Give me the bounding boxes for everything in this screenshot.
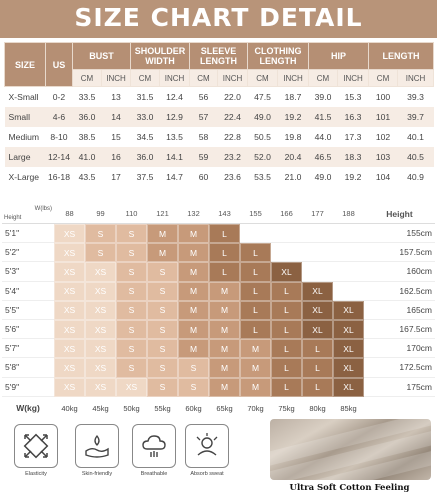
corner-height-label: Height <box>4 215 22 221</box>
measurement-cell: 19.8 <box>284 131 302 142</box>
skin-friendly-icon <box>75 424 119 468</box>
size-recommendation-cell: XS <box>54 320 85 339</box>
measurement-cell: 17.3 <box>344 131 362 142</box>
height-cm-header: Height <box>364 204 435 224</box>
measurement-cell: 37.5 <box>136 172 154 183</box>
size-recommendation-cell: XS <box>54 282 85 301</box>
size-recommendation-cell: XL <box>333 320 364 339</box>
unit-cm-header: CM <box>131 70 160 87</box>
size-recommendation-cell: S <box>116 224 147 243</box>
size-recommendation-cell: XL <box>333 358 364 377</box>
weight-kg-value: 85kg <box>340 403 357 413</box>
unit-inch-header: INCH <box>278 70 309 87</box>
size-recommendation-cell: XS <box>54 301 85 320</box>
measurement-cell: 102 <box>375 131 391 142</box>
weight-kg-value: 45kg <box>92 403 109 413</box>
feature-label: Breathable <box>140 471 168 477</box>
weight-kg-label: W(kg) <box>16 403 40 414</box>
measurement-cell: 36.0 <box>136 152 154 163</box>
size-recommendation-cell: S <box>178 358 209 377</box>
size-recommendation-cell: S <box>147 301 178 320</box>
size-recommendation-cell: M <box>209 320 240 339</box>
height-row <box>2 282 435 301</box>
size-recommendation-cell: XS <box>54 358 85 377</box>
fabric-caption: Ultra Soft Cotton Feeling <box>289 483 410 493</box>
size-recommendation-cell: M <box>240 378 271 397</box>
height-cm-label: 155cm <box>364 224 435 243</box>
measurement-cell: 39.7 <box>407 111 424 122</box>
size-recommendation-cell: L <box>240 301 271 320</box>
measurement-cell: 101 <box>375 111 391 122</box>
unit-inch-header: INCH <box>398 70 434 87</box>
height-ft-label: 5'7" <box>2 339 54 358</box>
size-recommendation-cell: L <box>271 301 302 320</box>
empty-cell <box>364 397 435 420</box>
feature-breathable <box>128 424 180 477</box>
size-recommendation-cell: XS <box>85 262 116 281</box>
size-recommendation-cell <box>302 262 333 281</box>
height-ft-label: 5'9" <box>2 378 54 397</box>
measurement-cell: 31.5 <box>136 91 154 102</box>
measure-group-header: HIP <box>309 43 369 70</box>
measurement-cell: 40.5 <box>407 152 424 163</box>
size-recommendation-cell: XS <box>54 224 85 243</box>
weight-lbs-header: 143 <box>209 204 240 224</box>
height-cm-label: 165cm <box>364 301 435 320</box>
measurement-cell: 52.0 <box>254 152 271 163</box>
size-recommendation-cell: M <box>147 224 178 243</box>
weight-lbs-header: 121 <box>147 204 178 224</box>
weight-kg-row <box>2 397 435 420</box>
measure-group-header: SLEEVE LENGTH <box>190 43 248 70</box>
measurement-cell: 58 <box>198 131 209 142</box>
size-row <box>5 147 434 167</box>
height-cm-label: 172.5cm <box>364 358 435 377</box>
size-recommendation-cell: M <box>178 224 209 243</box>
size-recommendation-cell: L <box>240 282 271 301</box>
size-recommendation-cell: L <box>240 320 271 339</box>
us-size: 8-10 <box>50 131 68 142</box>
unit-cm-header: CM <box>369 70 398 87</box>
us-size: 16-18 <box>48 172 70 183</box>
size-recommendation-cell: XS <box>85 282 116 301</box>
measurement-cell: 22.8 <box>224 131 241 142</box>
unit-inch-header: INCH <box>338 70 369 87</box>
measurement-cell: 39.0 <box>314 91 332 102</box>
size-recommendation-cell: L <box>271 339 302 358</box>
measure-group-header: LENGTH <box>369 43 434 70</box>
feature-label: Elasticity <box>25 471 47 477</box>
height-cm-label: 160cm <box>364 262 435 281</box>
size-recommendation-cell: S <box>116 339 147 358</box>
measurement-cell: 14.7 <box>166 172 183 183</box>
measurement-cell: 23.6 <box>224 172 241 183</box>
size-name: Medium <box>8 131 40 142</box>
unit-cm-header: CM <box>73 70 102 87</box>
weight-kg-value: 75kg <box>278 403 295 413</box>
size-recommendation-cell: L <box>271 378 302 397</box>
measurement-cell: 33.5 <box>78 91 96 102</box>
weight-kg-value: 80kg <box>309 403 326 413</box>
measurement-cell: 21.0 <box>284 172 302 183</box>
measurement-cell: 104 <box>375 172 391 183</box>
measure-group-header: CLOTHING LENGTH <box>248 43 309 70</box>
weight-lbs-header: 132 <box>178 204 209 224</box>
size-column-header: SIZE <box>5 43 46 87</box>
measurement-cell: 19.2 <box>344 172 362 183</box>
size-recommendation-cell: M <box>240 358 271 377</box>
height-ft-label: 5'2" <box>2 243 54 262</box>
weight-lbs-header: 110 <box>116 204 147 224</box>
size-recommendation-cell: XL <box>333 339 364 358</box>
size-recommendation-cell: M <box>178 243 209 262</box>
feature-elasticity <box>10 424 62 477</box>
size-recommendation-cell: M <box>209 301 240 320</box>
size-recommendation-cell: XL <box>271 262 302 281</box>
size-row <box>5 167 434 187</box>
size-recommendation-cell: L <box>240 262 271 281</box>
measurement-cell: 60 <box>198 172 209 183</box>
us-column-header: US <box>46 43 73 87</box>
breathable-icon <box>132 424 176 468</box>
size-recommendation-cell: XS <box>85 320 116 339</box>
size-chart-header-row <box>5 43 434 70</box>
weight-kg-value: 50kg <box>123 403 140 413</box>
height-ft-label: 5'6" <box>2 320 54 339</box>
height-row <box>2 320 435 339</box>
measurement-cell: 19.2 <box>284 111 302 122</box>
corner-weight-label: W(lbs) <box>34 206 52 212</box>
size-recommendation-cell: S <box>147 282 178 301</box>
size-recommendation-cell: M <box>178 282 209 301</box>
size-recommendation-cell: M <box>178 301 209 320</box>
size-recommendation-cell: XL <box>333 301 364 320</box>
size-recommendation-cell: S <box>85 224 116 243</box>
measurement-cell: 103 <box>375 152 391 163</box>
height-row <box>2 358 435 377</box>
size-recommendation-cell: XL <box>302 320 333 339</box>
weight-kg-value: 40kg <box>61 403 78 413</box>
size-recommendation-cell: S <box>147 320 178 339</box>
height-weight-table <box>2 204 435 420</box>
measurement-cell: 14.1 <box>166 152 183 163</box>
size-recommendation-cell: L <box>302 339 333 358</box>
size-recommendation-cell: S <box>85 243 116 262</box>
us-size: 0-2 <box>52 91 66 102</box>
size-recommendation-cell: L <box>209 224 240 243</box>
size-recommendation-cell: S <box>116 262 147 281</box>
size-recommendation-cell: XL <box>333 378 364 397</box>
measurement-cell: 13.5 <box>166 131 183 142</box>
size-recommendation-cell: S <box>147 358 178 377</box>
size-recommendation-cell: XS <box>85 301 116 320</box>
height-row <box>2 301 435 320</box>
size-name: Large <box>8 152 31 163</box>
size-chart-table <box>4 42 434 187</box>
measurement-cell: 44.0 <box>314 131 332 142</box>
measurement-cell: 14 <box>111 111 121 122</box>
measurement-cell: 18.7 <box>284 91 302 102</box>
height-row <box>2 224 435 243</box>
measurement-cell: 13 <box>111 91 121 102</box>
measurement-cell: 49.0 <box>254 111 271 122</box>
weight-lbs-header: 177 <box>302 204 333 224</box>
measurement-cell: 36.0 <box>78 111 96 122</box>
size-recommendation-cell: L <box>271 358 302 377</box>
size-recommendation-cell: M <box>240 339 271 358</box>
size-recommendation-cell: M <box>178 339 209 358</box>
measurement-cell: 20.4 <box>284 152 302 163</box>
measurement-cell: 50.5 <box>254 131 271 142</box>
weight-lbs-header: 88 <box>54 204 85 224</box>
unit-inch-header: INCH <box>218 70 248 87</box>
size-recommendation-cell: L <box>302 378 333 397</box>
height-cm-label: 175cm <box>364 378 435 397</box>
size-recommendation-cell: S <box>116 358 147 377</box>
size-recommendation-cell: M <box>178 262 209 281</box>
size-recommendation-cell: S <box>147 339 178 358</box>
weight-kg-value: 65kg <box>216 403 233 413</box>
feature-absorb-sweat <box>181 424 233 477</box>
size-recommendation-cell: XL <box>302 282 333 301</box>
us-size: 12-14 <box>48 152 70 163</box>
size-name: X-Small <box>8 91 39 102</box>
size-recommendation-cell: L <box>209 243 240 262</box>
size-recommendation-cell <box>333 243 364 262</box>
size-row <box>5 87 434 107</box>
size-recommendation-cell: M <box>209 339 240 358</box>
weight-kg-value: 70kg <box>247 403 264 413</box>
size-recommendation-cell: XS <box>54 339 85 358</box>
weight-lbs-row <box>2 204 435 224</box>
size-recommendation-cell: M <box>209 282 240 301</box>
measurement-cell: 16.3 <box>344 111 362 122</box>
size-recommendation-cell: XS <box>116 378 147 397</box>
height-ft-label: 5'4" <box>2 282 54 301</box>
unit-cm-header: CM <box>190 70 218 87</box>
size-recommendation-cell: S <box>116 243 147 262</box>
size-recommendation-cell: S <box>147 262 178 281</box>
size-recommendation-cell <box>271 224 302 243</box>
height-cm-label: 162.5cm <box>364 282 435 301</box>
size-recommendation-cell: L <box>240 243 271 262</box>
size-recommendation-cell: XS <box>54 262 85 281</box>
height-cm-label: 170cm <box>364 339 435 358</box>
size-recommendation-cell <box>271 243 302 262</box>
weight-kg-value: 60kg <box>185 403 202 413</box>
measurement-cell: 34.5 <box>136 131 154 142</box>
fabric-image <box>270 419 431 480</box>
measurement-cell: 49.0 <box>314 172 332 183</box>
unit-cm-header: CM <box>248 70 278 87</box>
size-recommendation-cell <box>240 224 271 243</box>
size-recommendation-cell: XS <box>85 358 116 377</box>
height-cm-label: 167.5cm <box>364 320 435 339</box>
size-name: Small <box>8 111 30 122</box>
size-recommendation-cell: S <box>116 282 147 301</box>
measurement-cell: 38.5 <box>78 131 96 142</box>
measurement-cell: 12.4 <box>166 91 183 102</box>
size-recommendation-cell: M <box>209 358 240 377</box>
title-banner <box>0 0 437 38</box>
feature-label: Skin-friendly <box>81 471 113 477</box>
size-recommendation-cell <box>333 224 364 243</box>
measurement-cell: 16 <box>111 152 121 163</box>
size-recommendation-cell: XS <box>54 378 85 397</box>
size-recommendation-cell: M <box>209 378 240 397</box>
size-recommendation-cell: XL <box>302 301 333 320</box>
measurement-cell: 41.0 <box>78 152 96 163</box>
size-name: X-Large <box>8 172 40 183</box>
measurement-cell: 40.9 <box>407 172 424 183</box>
measurement-cell: 39.3 <box>407 91 424 102</box>
size-recommendation-cell <box>302 243 333 262</box>
size-recommendation-cell: L <box>271 282 302 301</box>
measurement-cell: 47.5 <box>254 91 271 102</box>
feature-skin-friendly <box>71 424 123 477</box>
elasticity-icon <box>14 424 58 468</box>
page-title: SIZE CHART DETAIL <box>74 3 363 32</box>
size-recommendation-cell: S <box>178 378 209 397</box>
measurement-cell: 100 <box>375 91 391 102</box>
size-recommendation-cell: XS <box>85 378 116 397</box>
measurement-cell: 53.5 <box>254 172 271 183</box>
feature-label: Absorb sweat <box>190 471 224 477</box>
measurement-cell: 22.4 <box>224 111 241 122</box>
measurement-cell: 17 <box>111 172 121 183</box>
height-row <box>2 378 435 397</box>
height-ft-label: 5'1" <box>2 224 54 243</box>
unit-inch-header: INCH <box>102 70 131 87</box>
weight-kg-value: 55kg <box>154 403 171 413</box>
measurement-cell: 22.0 <box>224 91 241 102</box>
measurement-cell: 43.5 <box>78 172 96 183</box>
height-row <box>2 262 435 281</box>
size-recommendation-cell: L <box>271 320 302 339</box>
height-ft-label: 5'3" <box>2 262 54 281</box>
measurement-cell: 23.2 <box>224 152 241 163</box>
weight-lbs-header: 155 <box>240 204 271 224</box>
measurement-cell: 46.5 <box>314 152 332 163</box>
size-recommendation-cell: L <box>302 358 333 377</box>
size-recommendation-cell: S <box>116 320 147 339</box>
unit-cm-header: CM <box>309 70 338 87</box>
size-recommendation-cell: S <box>116 301 147 320</box>
height-row <box>2 339 435 358</box>
measurement-cell: 41.5 <box>314 111 332 122</box>
size-recommendation-cell: M <box>147 243 178 262</box>
measurement-cell: 15.3 <box>344 91 362 102</box>
size-recommendation-cell: L <box>209 262 240 281</box>
us-size: 4-6 <box>52 111 66 122</box>
height-row <box>2 243 435 262</box>
size-recommendation-cell <box>302 224 333 243</box>
measurement-cell: 18.3 <box>344 152 362 163</box>
height-ft-label: 5'8" <box>2 358 54 377</box>
unit-inch-header: INCH <box>160 70 190 87</box>
size-recommendation-cell: XS <box>85 339 116 358</box>
measure-group-header: BUST <box>73 43 131 70</box>
height-cm-label: 157.5cm <box>364 243 435 262</box>
measurement-cell: 40.1 <box>407 131 424 142</box>
size-recommendation-cell: XS <box>54 243 85 262</box>
measurement-cell: 33.0 <box>136 111 154 122</box>
measurement-cell: 59 <box>198 152 209 163</box>
measure-group-header: SHOULDER WIDTH <box>131 43 190 70</box>
absorb-sweat-icon <box>185 424 229 468</box>
measurement-cell: 56 <box>198 91 209 102</box>
corner-cell <box>2 204 54 224</box>
size-row <box>5 107 434 127</box>
size-recommendation-cell: S <box>147 378 178 397</box>
size-recommendation-cell <box>333 262 364 281</box>
size-row <box>5 127 434 147</box>
measurement-cell: 57 <box>198 111 209 122</box>
weight-lbs-header: 99 <box>85 204 116 224</box>
size-recommendation-cell: M <box>178 320 209 339</box>
measurement-cell: 12.9 <box>166 111 183 122</box>
weight-lbs-header: 188 <box>333 204 364 224</box>
size-recommendation-cell <box>333 282 364 301</box>
measurement-cell: 15 <box>111 131 121 142</box>
weight-lbs-header: 166 <box>271 204 302 224</box>
height-ft-label: 5'5" <box>2 301 54 320</box>
